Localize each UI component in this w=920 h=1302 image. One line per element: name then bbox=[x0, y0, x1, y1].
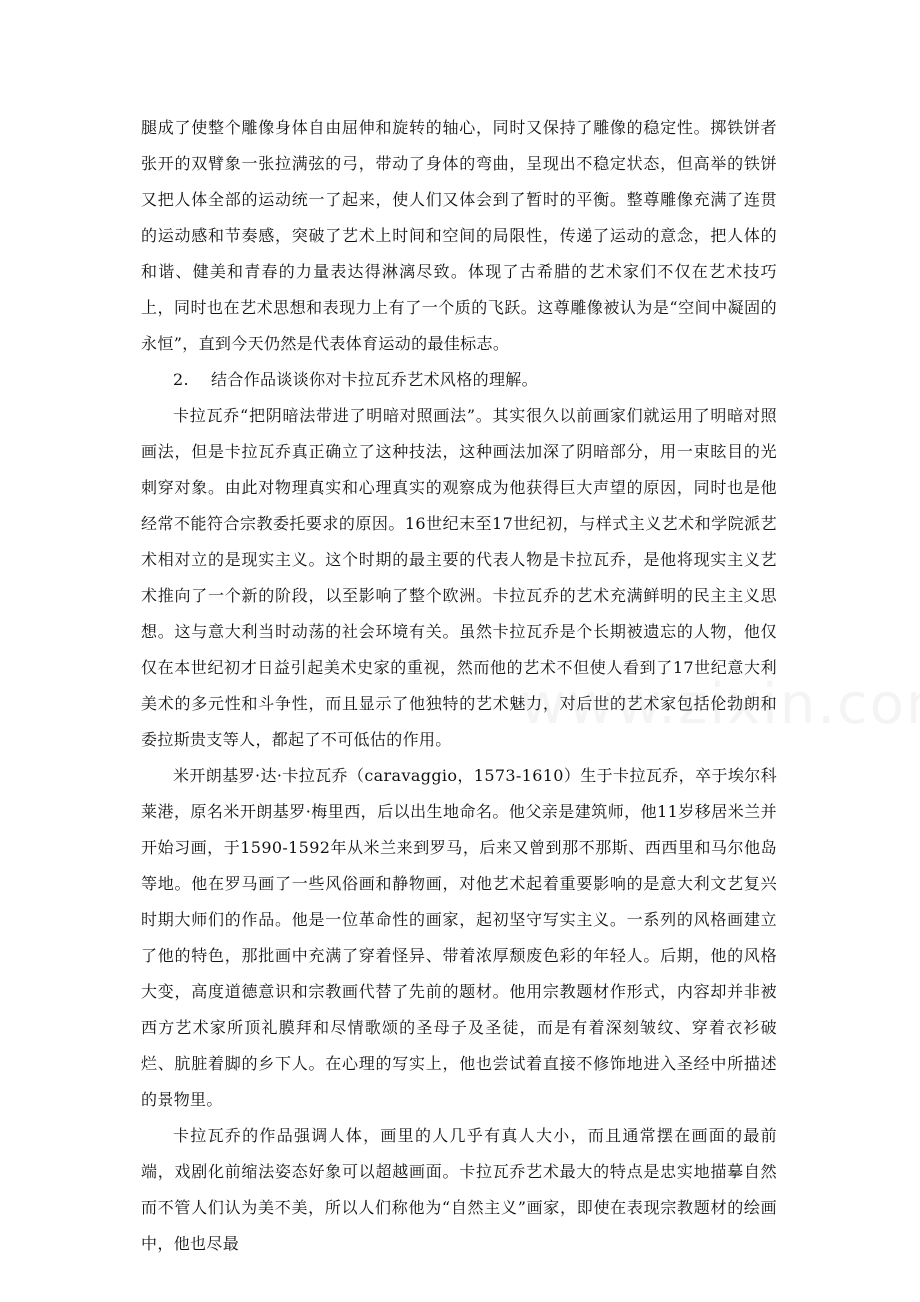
document-page bbox=[141, 110, 777, 1262]
paragraph-chiaroscuro: 卡拉瓦乔“把阴暗法带进了明暗对照画法”。其实很久以前画家们就运用了明暗对照画法，但是卡拉瓦乔真正确立了这种技法，这种画法加深了阴暗部分，用一束眩目的光刺穿对象。由此对物理真实和心理真实的观察成为他获得巨大声望的原因，同时也是他经常不能符合宗教委托要求的原因。16世纪末至17世纪初，与样式主义艺术和学院派艺术相对立的是现实主义。这个时期的最主要的代表人物是卡拉瓦乔，是他将现实主义艺术推向了一个新的阶段，以至影响了整个欧洲。卡拉瓦乔的艺术充满鲜明的民主主义思想。这与意大利当时动荡的社会环境有关。虽然卡拉瓦乔是个长期被遗忘的人物，他仅仅在本世纪初才日益引起美术史家的重视，然而他的艺术不但使人看到了17世纪意大利美术的多元性和斗争性，而且显示了他独特的艺术魅力，对后世的艺术家包括伦勃朗和委拉斯贵支等人，都起了不可低估的作用。 bbox=[141, 406, 777, 749]
paragraph-style: 卡拉瓦乔的作品强调人体，画里的人几乎有真人大小，而且通常摆在画面的最前端，戏剧化前缩法姿态好象可以超越画面。卡拉瓦乔艺术最大的特点是忠实地描摹自然而不管人们认为美不美，所以人们称他为“自然主义”画家，即使在表现宗教题材的绘画中，他也尽最 bbox=[141, 1126, 777, 1253]
question-number: 2. bbox=[173, 370, 189, 389]
question-text: 结合作品谈谈你对卡拉瓦乔艺术风格的理解。 bbox=[211, 370, 539, 389]
question-heading bbox=[141, 362, 777, 398]
paragraph-biography: 米开朗基罗·达·卡拉瓦乔（caravaggio，1573-1610）生于卡拉瓦乔，卒于埃尔科莱港，原名米开朗基罗·梅里西，后以出生地命名。他父亲是建筑师，他11岁移居米兰并开始习画，于1590-1592年从米兰来到罗马，后来又曾到那不那斯、西西里和马尔他岛等地。他在罗马画了一些风俗画和静物画，对他艺术起着重要影响的是意大利文艺复兴时期大师们的作品。他是一位革命性的画家，起初坚守写实主义。一系列的风格画建立了他的特色，那批画中充满了穿着怪异、带着浓厚颓废色彩的年轻人。后期，他的风格大变，高度道德意识和宗教画代替了先前的题材。他用宗教题材作形式，内容却并非被西方艺术家所顶礼膜拜和尽情歌颂的圣母子及圣徒，而是有着深刻皱纹、穿着衣衫破烂、肮脏着脚的乡下人。在心理的写实上，他也尝试着直接不修饰地进入圣经中所描述的景物里。 bbox=[141, 766, 777, 1109]
paragraph-continuation: 腿成了使整个雕像身体自由屈伸和旋转的轴心，同时又保持了雕像的稳定性。掷铁饼者张开的双臂象一张拉满弦的弓，带动了身体的弯曲，呈现出不稳定状态，但高举的铁饼又把人体全部的运动统一了起来，使人们又体会到了暂时的平衡。整尊雕像充满了连贯的运动感和节奏感，突破了艺术上时间和空间的局限性，传递了运动的意念，把人体的和谐、健美和青春的力量表达得淋漓尽致。体现了古希腊的艺术家们不仅在艺术技巧上，同时也在艺术思想和表现力上有了一个质的飞跃。这尊雕像被认为是“空间中凝固的永恒”，直到今天仍然是代表体育运动的最佳标志。 bbox=[141, 118, 777, 353]
